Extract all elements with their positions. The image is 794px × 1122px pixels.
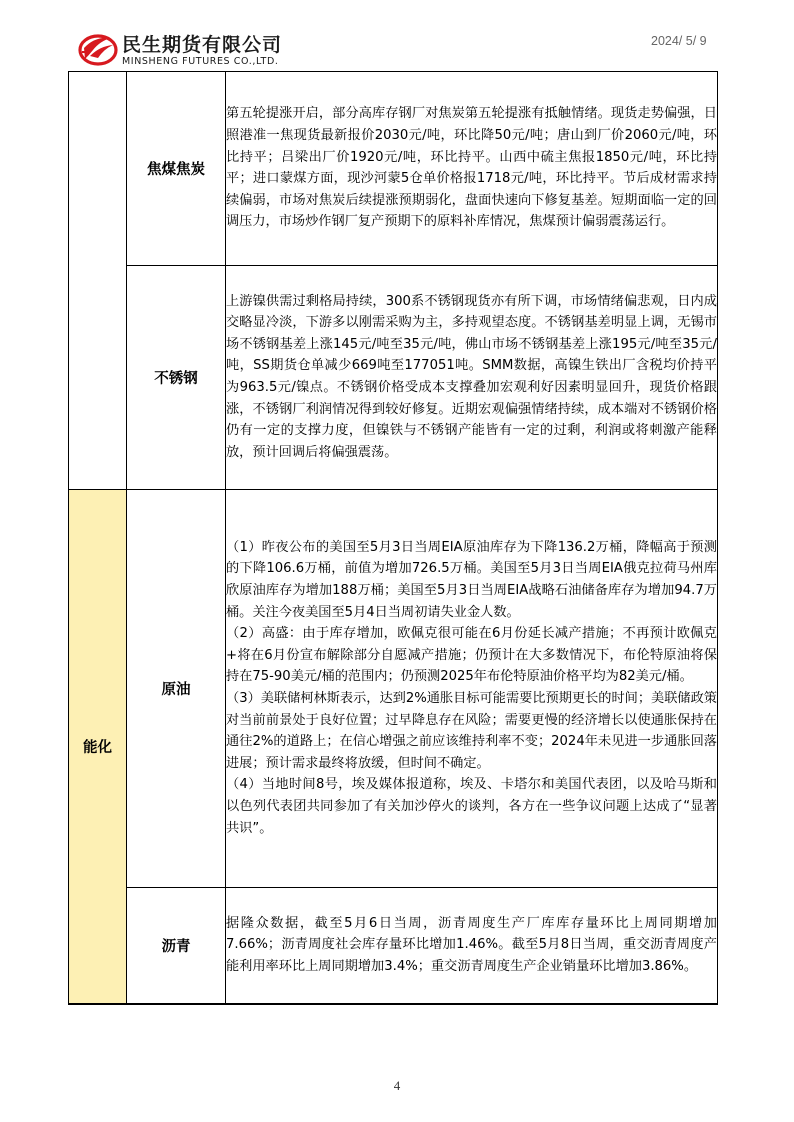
commentary-paragraph: （2）高盛：由于库存增加，欧佩克很可能在6月份延长减产措施；不再预计欧佩克+将在6月份宣布解除部分自愿减产措施；仍预计在大多数情况下，布伦特原油将保持在75-90美元/桶的范围内；仍预测2025年布伦特原油价格平均为82美元/桶。 [226, 626, 717, 685]
page-number: 4 [393, 1078, 401, 1093]
commentary-paragraph: 第五轮提涨开启，部分高库存钢厂对焦炭第五轮提涨有抵触情绪。现货走势偏强，日照港准一焦现货最新报价2030元/吨，环比降50元/吨；唐山到厂价2060元/吨，环比持平；吕梁出厂价1920元/吨，环比持平。山西中硫主焦报1850元/吨，环比持平；进口蒙煤方面，现沙河蒙5仓单价格报1718元/吨，环比持平。节后成材需求持续偏弱，市场对焦炭后续提涨预期弱化，盘面快速向下修复基差。短期面临一定的回调压力，市场炒作钢厂复产预期下的原料补库情况，焦煤预计偏弱震荡运行。 [226, 106, 717, 230]
commodity-commentary [226, 887, 718, 1003]
commodity-name: 不锈钢 [127, 265, 226, 489]
commodity-commentary [226, 265, 718, 489]
commentary-paragraph: 据隆众数据，截至5月6日当周，沥青周度生产厂库库存量环比上周同期增加7.66%；沥青周度社会库存量环比增加1.46%。截至5月8日当周，重交沥青周度产能利用率环比上周同期增加3.4%；重交沥青周度生产企业销量环比增加3.86%。 [226, 915, 717, 974]
report-date: 2024/ 5/ 9 [651, 34, 707, 48]
commentary-paragraph: （4）当地时间8号，埃及媒体报道称，埃及、卡塔尔和美国代表团，以及哈马斯和以色列代表团共同参加了有关加沙停火的谈判，各方在一些争议问题上达成了“显著共识”。 [226, 777, 717, 836]
minsheng-logo-icon [78, 28, 118, 68]
commodity-commentary-table [68, 72, 718, 1005]
commentary-paragraph: 上游镍供需过剩格局持续，300系不锈钢现货亦有所下调，市场情绪偏悲观，日内成交略显冷淡，下游多以刚需采购为主，多持观望态度。不锈钢基差明显上调，无锡市场不锈钢基差上涨145元/吨至35元/吨，佛山市场不锈钢基差上涨195元/吨至35元/吨，SS期货仓单减少669吨至177051吨。SMM数据，高镍生铁出厂含税均价持平为963.5元/镍点。不锈钢价格受成本支撑叠加宏观利好因素明显回升，现货价格跟涨，不锈钢厂利润情况得到较好修复。近期宏观偏强情绪持续，成本端对不锈钢价格仍有一定的支撑力度，但镍铁与不锈钢产能皆有一定的过剩，利润或将刺激产能释放，预计回调后将偏强震荡。 [226, 293, 717, 460]
company-name-cn: 民生期货有限公司 [122, 34, 283, 56]
company-name-en: MINSHENG FUTURES CO.,LTD. [122, 56, 279, 67]
table-row [69, 887, 717, 1003]
table-row [69, 72, 717, 265]
commodity-commentary [226, 72, 718, 265]
commodity-name: 沥青 [127, 887, 226, 1003]
commentary-paragraph: （3）美联储柯林斯表示，达到2%通胀目标可能需要比预期更长的时间；美联储政策对当前前景处于良好位置；过早降息存在风险；需要更慢的经济增长以使通胀保持在通往2%的道路上；在信心增强之前应该维持利率不变；2024年未见进一步通胀回落进展；预计需求最终将放缓，但时间不确定。 [226, 691, 717, 771]
commodity-name: 焦煤焦炭 [127, 72, 226, 265]
commodity-commentary [226, 489, 718, 887]
commentary-paragraph: （1）昨夜公布的美国至5月3日当周EIA原油库存为下降136.2万桶，降幅高于预测的下降106.6万桶，前值为增加726.5万桶。美国至5月3日当周EIA俄克拉荷马州库欣原油库存为增加188万桶；美国至5月3日当周EIA战略石油储备库存为增加94.7万桶。关注今夜美国至5月4日当周初请失业金人数。 [226, 539, 717, 620]
table-row [69, 489, 717, 887]
commodity-name: 原油 [127, 489, 226, 887]
page-header [0, 0, 794, 72]
category-cell [69, 72, 127, 489]
table-row [69, 265, 717, 489]
category-cell: 能化 [69, 489, 127, 1003]
